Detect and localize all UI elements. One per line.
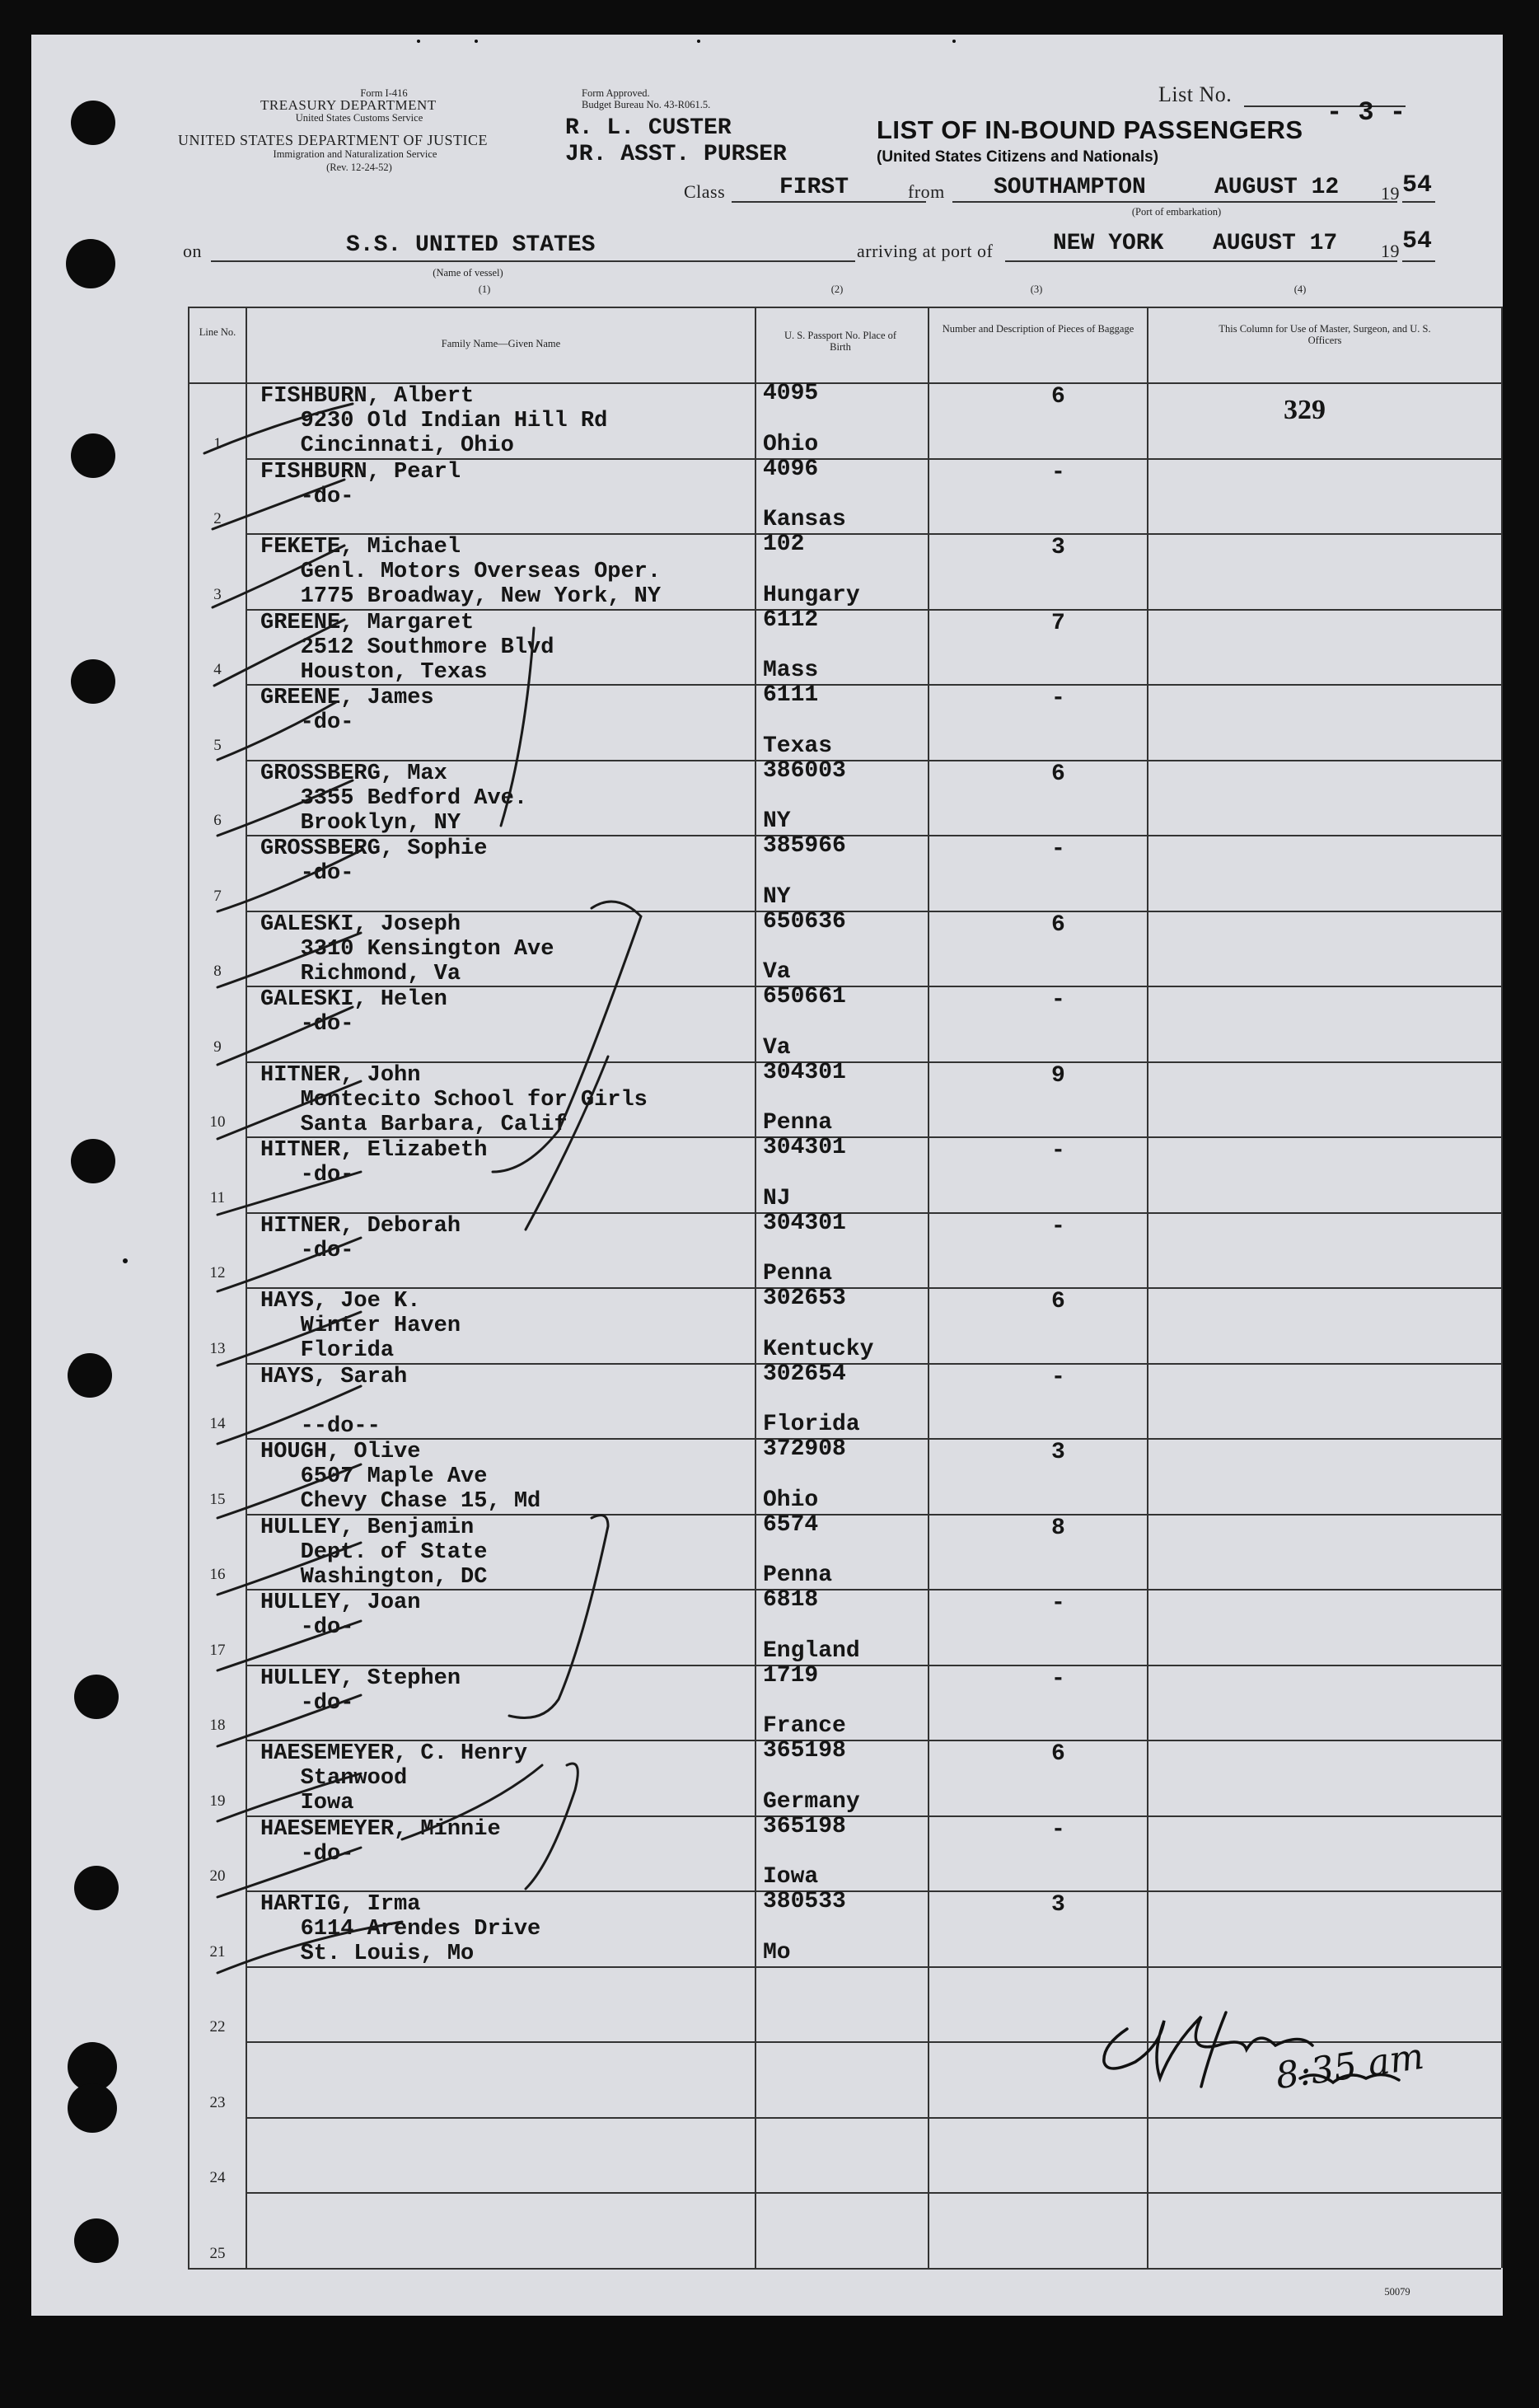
year-suffix: 54 (1402, 171, 1433, 199)
passport-number: 302654 (763, 1361, 846, 1387)
line-number: 10 (209, 1113, 226, 1131)
arrival-year-prefix: 19 (1381, 241, 1400, 261)
passport-number: 650661 (763, 984, 846, 1010)
tick-mark (218, 1695, 361, 1746)
baggage-count: 8 (1051, 1515, 1065, 1541)
passport-number: 304301 (763, 1210, 846, 1236)
class-label: Class (684, 181, 726, 202)
passenger-name: HOUGH, Olive 6507 Maple Ave Chevy Chase 15, Md (260, 1440, 541, 1514)
place-of-birth: NY (763, 808, 791, 834)
baggage-count: 6 (1051, 911, 1065, 938)
passenger-name: HULLEY, Stephen -do- (260, 1665, 461, 1716)
stray-dot (417, 40, 420, 43)
passenger-name: GREENE, Margaret 2512 Southmore Blvd Houston, Texas (260, 610, 554, 685)
tick-mark (218, 1312, 361, 1366)
tick-mark (218, 1386, 361, 1444)
baggage-count: 6 (1051, 1741, 1065, 1767)
purser-title: JR. ASST. PURSER (565, 142, 787, 167)
budget-bureau: Budget Bureau No. 43-R061.5. (582, 99, 711, 110)
tick-mark (218, 1081, 361, 1139)
tick-mark (204, 404, 353, 453)
column-number-4: (4) (1293, 283, 1307, 295)
passenger-name: HITNER, Deborah -do- (260, 1213, 461, 1263)
immigration-service: Immigration and Naturalization Service (273, 148, 437, 160)
treasury-department: TREASURY DEPARTMENT (260, 97, 437, 113)
bracket-mark (493, 902, 641, 1172)
class-value: FIRST (779, 175, 849, 200)
tick-mark (218, 1922, 402, 1973)
passenger-name: HARTIG, Irma 6114 Arendes Drive St. Louis, Mo (260, 1892, 541, 1966)
list-number: - 3 - (1326, 97, 1406, 128)
baggage-count: - (1051, 987, 1065, 1013)
stray-dot (475, 40, 478, 43)
passport-number: 4096 (763, 456, 819, 482)
line-number: 6 (213, 812, 222, 829)
baggage-count: - (1051, 686, 1065, 711)
revision-date: (Rev. 12-24-52) (326, 162, 392, 173)
baggage-count: 7 (1051, 610, 1065, 636)
place-of-birth: Kansas (763, 507, 846, 532)
arrival-port: NEW YORK (1053, 231, 1164, 256)
passenger-name: HAYS, Joe K. Winter Haven Florida (260, 1289, 461, 1363)
line-number: 9 (213, 1038, 222, 1056)
line-number: 12 (209, 1264, 226, 1281)
line-number: 24 (209, 2169, 226, 2186)
baggage-count: 6 (1051, 384, 1065, 410)
place-of-birth: Mo (763, 1939, 791, 1965)
arrival-year-suffix: 54 (1402, 227, 1433, 255)
baggage-count: 6 (1051, 761, 1065, 787)
port-caption: (Port of embarkation) (1131, 206, 1222, 218)
passenger-name: HULLEY, Benjamin Dept. of State Washington, DC (260, 1515, 488, 1590)
passport-number: 304301 (763, 1059, 846, 1085)
baggage-count: - (1051, 1816, 1065, 1843)
baggage-count: - (1051, 1590, 1065, 1616)
place-of-birth: Va (763, 959, 791, 985)
arriving-label: arriving at port of (857, 241, 994, 261)
place-of-birth: Florida (763, 1412, 860, 1437)
passport-number: 6111 (763, 682, 819, 708)
bracket-mark (526, 1056, 608, 1230)
place-of-birth: Iowa (763, 1864, 819, 1890)
line-number: 20 (209, 1867, 226, 1885)
header-baggage: Number and Description of Pieces of Baggage (942, 323, 1134, 335)
line-number: 2 (213, 510, 222, 527)
passport-number: 304301 (763, 1135, 846, 1160)
baggage-count: 3 (1051, 1440, 1065, 1465)
signature-time: 8:35 am (1273, 2035, 1427, 2098)
stray-dot (123, 1258, 128, 1263)
place-of-birth: Penna (763, 1562, 833, 1588)
baggage-count: - (1051, 1364, 1065, 1390)
passenger-name: HITNER, Elizabeth -do- (260, 1138, 488, 1188)
passport-number: 302653 (763, 1286, 846, 1311)
passport-number: 1719 (763, 1662, 819, 1689)
tick-mark (218, 1007, 353, 1065)
line-number: 11 (209, 1188, 226, 1206)
line-number: 1 (213, 434, 222, 452)
line-number: 17 (209, 1641, 226, 1659)
line-number: 14 (209, 1415, 226, 1432)
baggage-count: - (1051, 1138, 1065, 1164)
passport-number: 386003 (763, 757, 846, 784)
header-family-name: Family Name—Given Name (441, 338, 561, 349)
header-passport: U. S. Passport No. Place of Birth (784, 330, 897, 353)
tick-mark (218, 1621, 361, 1670)
passport-number: 4095 (763, 381, 819, 406)
passport-number: 385966 (763, 833, 846, 859)
tick-mark (218, 1464, 361, 1518)
place-of-birth: Mass (763, 658, 819, 683)
department-of-justice: UNITED STATES DEPARTMENT OF JUSTICE (178, 132, 489, 148)
baggage-count: - (1051, 1213, 1065, 1239)
vessel-name: S.S. UNITED STATES (346, 232, 596, 258)
passport-number: 6818 (763, 1587, 819, 1613)
embarkation-date: AUGUST 12 (1214, 175, 1340, 200)
tick-mark (214, 620, 344, 686)
line-number: 5 (213, 736, 222, 754)
passenger-name: GALESKI, Helen -do- (260, 987, 447, 1037)
passenger-name: FISHBURN, Pearl -do- (260, 459, 461, 509)
passenger-name: FEKETE, Michael Genl. Motors Overseas Oper. 1775 Broadway, New York, NY (260, 535, 662, 609)
baggage-count: - (1051, 459, 1065, 485)
line-number: 3 (213, 585, 222, 603)
place-of-birth: France (763, 1713, 846, 1739)
tick-mark (218, 1848, 361, 1897)
place-of-birth: Texas (763, 733, 833, 759)
customs-service: United States Customs Service (295, 112, 423, 124)
tick-mark (218, 1238, 361, 1291)
line-number: 22 (209, 2018, 226, 2036)
line-number: 15 (209, 1490, 226, 1508)
form-title: LIST OF IN-BOUND PASSENGERS (877, 115, 1303, 144)
place-of-birth: Va (763, 1034, 791, 1061)
line-number: 7 (213, 887, 222, 905)
port-of-embarkation: SOUTHAMPTON (994, 175, 1146, 200)
passport-number: 365198 (763, 1738, 846, 1764)
bracket-mark (501, 628, 534, 826)
passport-number: 650636 (763, 908, 846, 935)
passenger-name: GROSSBERG, Sophie -do- (260, 836, 488, 886)
form-number: Form I-416 (360, 87, 408, 99)
bracket-mark (402, 1765, 542, 1839)
tick-mark (218, 1172, 361, 1215)
form-subtitle: (United States Citizens and Nationals) (877, 148, 1159, 166)
passenger-name: GALESKI, Joseph 3310 Kensington Ave Richmond, Va (260, 911, 554, 986)
tick-mark (218, 1773, 361, 1821)
passenger-name: HITNER, John Montecito School for Girls Santa Barbara, Calif (260, 1062, 648, 1137)
place-of-birth: Ohio (763, 431, 819, 457)
stray-dot (952, 40, 956, 43)
passenger-name: FISHBURN, Albert 9230 Old Indian Hill Rd Cincinnati, Ohio (260, 384, 608, 458)
from-label: from (908, 181, 945, 202)
officer-note: 329 (1284, 395, 1326, 425)
column-number-3: (3) (1030, 283, 1043, 295)
passport-number: 380533 (763, 1889, 846, 1914)
arrival-date: AUGUST 17 (1213, 231, 1338, 256)
line-number: 25 (209, 2244, 226, 2262)
on-label: on (183, 241, 202, 261)
vessel-caption: (Name of vessel) (433, 267, 503, 279)
line-number: 13 (209, 1339, 226, 1357)
line-number: 16 (209, 1566, 226, 1583)
baggage-count: - (1051, 836, 1065, 862)
baggage-count: 9 (1051, 1062, 1065, 1089)
bracket-mark (509, 1516, 608, 1718)
header-line-no: Line No. (199, 326, 236, 338)
place-of-birth: Kentucky (763, 1336, 874, 1362)
line-number: 21 (209, 1942, 226, 1961)
document-page (31, 35, 1503, 2316)
tick-mark (218, 780, 353, 836)
passport-number: 365198 (763, 1813, 846, 1839)
baggage-count: 3 (1051, 1892, 1065, 1918)
bracket-mark (526, 1764, 578, 1889)
line-number: 4 (213, 661, 222, 678)
list-no-label: List No. (1158, 82, 1233, 106)
tick-mark (213, 546, 344, 607)
passport-number: 6112 (763, 607, 819, 633)
line-number: 8 (213, 963, 222, 980)
tick-mark (218, 933, 361, 987)
purser-name: R. L. CUSTER (565, 115, 732, 141)
place-of-birth: Penna (763, 1110, 833, 1136)
passenger-name: HAESEMEYER, Minnie -do- (260, 1816, 501, 1867)
tick-mark (218, 850, 361, 911)
place-of-birth: NJ (763, 1185, 791, 1211)
passport-number: 372908 (763, 1436, 846, 1462)
place-of-birth: Hungary (763, 582, 860, 608)
stray-dot (697, 40, 700, 43)
baggage-count: 3 (1051, 535, 1065, 560)
form-approved: Form Approved. (582, 87, 650, 99)
baggage-count: 6 (1051, 1289, 1065, 1314)
tick-mark (218, 702, 336, 760)
place-of-birth: England (763, 1637, 860, 1664)
year-prefix: 19 (1381, 183, 1400, 204)
header-officers: This Column for Use of Master, Surgeon, and U. S. Officers (1219, 323, 1431, 346)
line-number: 19 (209, 1792, 226, 1810)
place-of-birth: Penna (763, 1261, 833, 1286)
place-of-birth: NY (763, 883, 791, 910)
footer-code: 50079 (1384, 2286, 1410, 2298)
tick-mark (213, 480, 344, 529)
column-number-2: (2) (830, 283, 844, 295)
passport-number: 102 (763, 532, 805, 557)
column-number-1: (1) (478, 283, 491, 295)
passenger-name: HULLEY, Joan -do- (260, 1590, 421, 1640)
line-number: 23 (209, 2093, 226, 2111)
place-of-birth: Germany (763, 1788, 860, 1815)
baggage-count: - (1051, 1665, 1065, 1692)
handwritten-marks (31, 35, 1503, 2316)
passenger-name: HAESEMEYER, C. Henry Stanwood Iowa (260, 1741, 528, 1815)
passenger-name: HAYS, Sarah --do-- (260, 1364, 408, 1439)
tick-mark (218, 1543, 361, 1595)
line-number: 18 (209, 1717, 226, 1734)
place-of-birth: Ohio (763, 1487, 819, 1513)
passport-number: 6574 (763, 1511, 819, 1538)
passenger-name: GROSSBERG, Max 3355 Bedford Ave. Brooklyn, NY (260, 761, 528, 836)
passenger-name: GREENE, James -do- (260, 686, 434, 735)
